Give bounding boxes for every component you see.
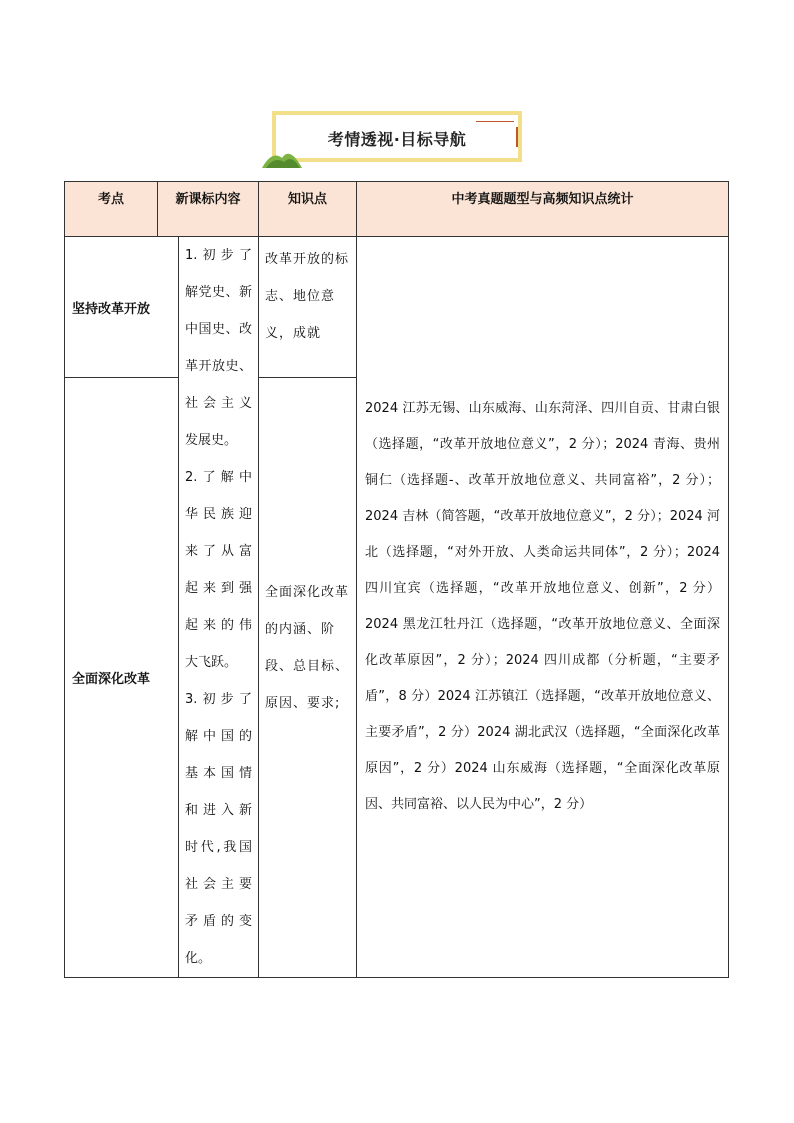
standard-cell: 1.初步了 解党史、新 中国史、改 革开放史、 社会主义 发展史。 2.了解中 华民族迎 来了从富 起来到强 起来的伟 大飞跃。 3.初步了 解中国的 基本国情 和进入新 时代,我国 社会主要 矛盾的变 化。: [179, 237, 259, 978]
table-row: [65, 237, 729, 378]
header-knowledge: 知识点: [259, 182, 357, 237]
banner-decor-line: [516, 127, 518, 147]
banner-title: 考情透视·目标导航: [327, 130, 467, 149]
hills-icon: [262, 144, 306, 168]
topic-cell: 全面深化改革: [65, 378, 179, 978]
table-header-row: [65, 182, 729, 237]
knowledge-cell: 全面深化改革的内涵、阶段、总目标、原因、要求;: [259, 378, 357, 978]
stats-cell: 2024 江苏无锡、山东威海、山东菏泽、四川自贡、甘肃白银（选择题，“改革开放地位意义”，2 分）；2024 青海、贵州铜仁（选择题-、改革开放地位意义、共同富裕”，2 分）；2024 吉林（简答题，“改革开放地位意义”，2 分）；2024 河北（选择题，“对外开放、人类命运共同体”，2 分）；2024 四川宜宾（选择题，“改革开放地位意义、创新”，2 分）2024 黑龙江牡丹江（选择题，“改革开放地位意义、全面深化改革原因”，2 分）；2024 四川成都（分析题，“主要矛盾”，8 分）2024 江苏镇江（选择题，“改革开放地位意义、主要矛盾”，2 分）2024 湖北武汉（选择题，“全面深化改革原因”，2 分）2024 山东威海（选择题，“全面深化改革原因、共同富裕、以人民为中心”，2 分）: [357, 237, 729, 978]
topic-cell: 坚持改革开放: [65, 237, 179, 378]
banner-decor-line: [476, 121, 514, 122]
header-stats: 中考真题题型与高频知识点统计: [357, 182, 729, 237]
header-standard: 新课标内容: [158, 182, 259, 237]
exam-table: [64, 181, 729, 978]
header-topic: 考点: [65, 182, 158, 237]
section-banner: [272, 111, 522, 162]
knowledge-cell: 改革开放的标志、地位意义，成就: [259, 237, 357, 378]
